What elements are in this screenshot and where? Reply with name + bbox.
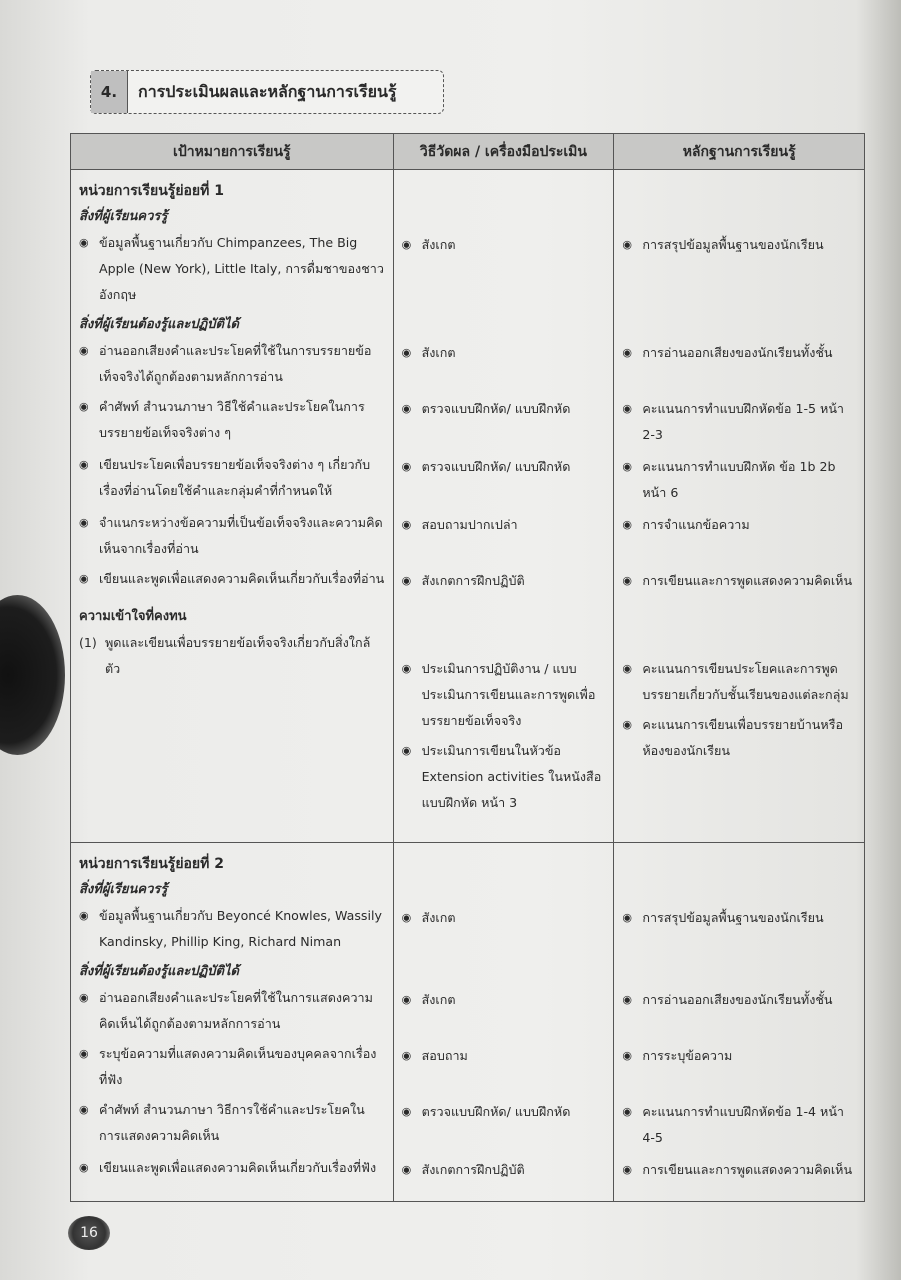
goal-item-text: อ่านออกเสียงคำและประโยคที่ใช้ในการบรรยายข้อเท็จจริงได้ถูกต้องตามหลักการอ่าน	[99, 343, 372, 384]
table-row	[71, 877, 865, 903]
bullet-icon: ◉	[622, 574, 632, 587]
bullet-icon: ◉	[401, 993, 412, 1006]
goal-cell	[71, 903, 394, 959]
goal-item	[79, 566, 385, 596]
bullet-icon: ◉	[622, 662, 632, 675]
goal-item	[79, 338, 385, 394]
evidence-item	[622, 1099, 856, 1155]
method-cell	[393, 338, 614, 394]
goal-cell	[71, 1041, 394, 1097]
evidence-item	[622, 1043, 856, 1073]
bullet-icon: ◉	[622, 1163, 632, 1176]
bullet-icon: ◉	[622, 346, 632, 359]
table-row	[71, 230, 865, 312]
unit-title-row	[71, 843, 865, 878]
subsection-heading: สิ่งที่ผู้เรียนควรรู้	[79, 882, 168, 897]
bullet-icon: ◉	[79, 458, 89, 471]
empty-cell	[393, 843, 614, 878]
section-number: 4.	[91, 71, 128, 113]
method-cell	[393, 985, 614, 1041]
evidence-cell	[614, 566, 865, 598]
subsection-heading: ความเข้าใจที่คงทน	[79, 609, 187, 624]
bullet-icon: ◉	[401, 346, 412, 359]
method-item-text: สอบถามปากเปล่า	[421, 517, 518, 532]
evidence-item	[622, 396, 856, 452]
bullet-icon: ◉	[79, 344, 89, 357]
table-row	[71, 959, 865, 985]
evidence-item-text: คะแนนการเขียนเพื่อบรรยายบ้านหรือห้องของนักเรียน	[642, 717, 844, 758]
evidence-item-text: การสรุปข้อมูลพื้นฐานของนักเรียน	[642, 237, 824, 252]
evidence-cell	[614, 338, 865, 394]
bullet-icon: ◉	[79, 236, 89, 249]
method-item	[402, 1157, 606, 1187]
method-cell	[393, 1155, 614, 1187]
method-item	[402, 1043, 606, 1073]
method-item	[402, 396, 606, 426]
bullet-icon: ◉	[401, 911, 412, 924]
bullet-icon: ◉	[622, 993, 632, 1006]
evidence-cell	[614, 1041, 865, 1097]
goal-cell	[71, 598, 394, 630]
method-cell	[393, 312, 614, 338]
goal-item	[79, 452, 385, 508]
method-cell	[393, 1097, 614, 1155]
goal-item	[79, 1041, 385, 1097]
spacer-cell	[614, 820, 865, 843]
evidence-item	[622, 340, 856, 370]
evidence-item	[622, 232, 856, 262]
spacer-cell	[393, 1187, 614, 1202]
bullet-icon: ◉	[79, 1161, 89, 1174]
page-number: 16	[68, 1216, 110, 1250]
table-row	[71, 452, 865, 510]
goal-cell	[71, 630, 394, 820]
bullet-icon: ◉	[622, 1049, 632, 1062]
bullet-icon: ◉	[622, 718, 632, 731]
bullet-icon: ◉	[622, 911, 632, 924]
assessment-table	[70, 133, 865, 1202]
bullet-icon: ◉	[79, 991, 89, 1004]
bullet-icon: ◉	[79, 909, 89, 922]
goal-item-text: อ่านออกเสียงคำและประโยคที่ใช้ในการแสดงความคิดเห็นได้ถูกต้องตามหลักการอ่าน	[99, 990, 373, 1031]
evidence-item-text: การระบุข้อความ	[642, 1048, 733, 1063]
goal-item	[79, 510, 385, 566]
goal-item-text: พูดและเขียนเพื่อบรรยายข้อเท็จจริงเกี่ยวกับสิ่งใกล้ตัว	[105, 635, 371, 676]
method-item	[402, 905, 606, 935]
method-cell	[393, 630, 614, 820]
method-item	[402, 1099, 606, 1129]
evidence-cell	[614, 452, 865, 510]
bullet-icon: ◉	[401, 460, 412, 473]
goal-item	[79, 230, 385, 312]
evidence-item	[622, 568, 856, 598]
method-cell	[393, 230, 614, 312]
table-header	[71, 134, 865, 170]
goal-cell	[71, 204, 394, 230]
method-item-text: สอบถาม	[421, 1048, 468, 1063]
method-item-text: ประเมินการปฏิบัติงาน / แบบประเมินการเขียนและการพูดเพื่อบรรยายข้อเท็จจริง	[421, 661, 596, 728]
method-cell	[393, 204, 614, 230]
spacer-cell	[71, 1187, 394, 1202]
method-item-text: สังเกต	[421, 992, 456, 1007]
bullet-icon: ◉	[79, 516, 89, 529]
method-cell	[393, 903, 614, 959]
goal-item-text: เขียนและพูดเพื่อแสดงความคิดเห็นเกี่ยวกับเรื่องที่ฟัง	[99, 1160, 377, 1175]
table-row	[71, 338, 865, 394]
evidence-cell	[614, 1155, 865, 1187]
evidence-item	[622, 512, 856, 542]
evidence-cell	[614, 230, 865, 312]
goal-item-text: เขียนประโยคเพื่อบรรยายข้อเท็จจริงต่าง ๆ เกี่ยวกับเรื่องที่อ่านโดยใช้คำและกลุ่มคำที่กำหนดให้	[99, 457, 371, 498]
goal-item-text: ข้อมูลพื้นฐานเกี่ยวกับ Beyoncé Knowles, Wassily Kandinsky, Phillip King, Richard Niman	[99, 908, 382, 949]
goal-cell	[71, 312, 394, 338]
evidence-cell	[614, 959, 865, 985]
item-number: (1)	[79, 635, 97, 650]
evidence-item	[622, 712, 856, 768]
table-row	[71, 312, 865, 338]
spacer-cell	[614, 1187, 865, 1202]
bullet-icon: ◉	[401, 1163, 412, 1176]
spacer-cell	[71, 820, 394, 843]
bullet-icon: ◉	[401, 662, 412, 675]
method-cell	[393, 959, 614, 985]
goal-cell	[71, 452, 394, 510]
goal-cell	[71, 985, 394, 1041]
goal-item	[79, 394, 385, 450]
goal-item	[79, 903, 385, 959]
method-cell	[393, 566, 614, 598]
evidence-cell	[614, 394, 865, 452]
scan-shadow	[0, 595, 65, 755]
evidence-cell	[614, 630, 865, 820]
empty-cell	[393, 170, 614, 205]
bullet-icon: ◉	[401, 518, 412, 531]
method-item-text: สังเกตการฝึกปฏิบัติ	[421, 1162, 525, 1177]
evidence-item-text: คะแนนการทำแบบฝึกหัดข้อ 1-4 หน้า 4-5	[642, 1104, 845, 1145]
goal-cell	[71, 877, 394, 903]
method-item	[402, 512, 606, 542]
method-item-text: ประเมินการเขียนในหัวข้อ Extension activities ในหนังสือแบบฝึกหัด หน้า 3	[421, 743, 602, 810]
evidence-item-text: คะแนนการเขียนประโยคและการพูดบรรยายเกี่ยวกับชั้นเรียนของแต่ละกลุ่ม	[642, 661, 849, 702]
goal-item-text: ข้อมูลพื้นฐานเกี่ยวกับ Chimpanzees, The Big Apple (New York), Little Italy, การดื่มชาของชาวอังกฤษ	[99, 235, 384, 302]
table-row	[71, 985, 865, 1041]
method-item	[402, 232, 606, 262]
table-row	[71, 394, 865, 452]
section-heading	[90, 70, 444, 114]
goal-item	[79, 1097, 385, 1153]
evidence-item-text: การจำแนกข้อความ	[642, 517, 750, 532]
column-header-goals: เป้าหมายการเรียนรู้	[71, 134, 394, 170]
spacer-cell	[393, 820, 614, 843]
bullet-icon: ◉	[401, 1049, 412, 1062]
evidence-item-text: การสรุปข้อมูลพื้นฐานของนักเรียน	[642, 910, 824, 925]
evidence-item	[622, 1157, 856, 1187]
evidence-cell	[614, 598, 865, 630]
bullet-icon: ◉	[79, 572, 89, 585]
bullet-icon: ◉	[401, 1105, 412, 1118]
method-item-text: สังเกต	[421, 237, 456, 252]
goal-cell	[71, 394, 394, 452]
subsection-heading: สิ่งที่ผู้เรียนควรรู้	[79, 209, 168, 224]
evidence-cell	[614, 877, 865, 903]
evidence-item	[622, 656, 856, 712]
goal-cell	[71, 338, 394, 394]
unit-end-row	[71, 820, 865, 843]
goal-cell	[71, 230, 394, 312]
goal-cell	[71, 1097, 394, 1155]
method-item-text: ตรวจแบบฝึกหัด/ แบบฝึกหัด	[421, 1104, 571, 1119]
column-header-evidence: หลักฐานการเรียนรู้	[614, 134, 865, 170]
table-row	[71, 510, 865, 566]
bullet-icon: ◉	[622, 460, 632, 473]
evidence-item-text: คะแนนการทำแบบฝึกหัด ข้อ 1b 2b หน้า 6	[642, 459, 836, 500]
method-cell	[393, 877, 614, 903]
bullet-icon: ◉	[622, 1105, 632, 1118]
evidence-item	[622, 905, 856, 935]
empty-cell	[614, 843, 865, 878]
unit-title: หน่วยการเรียนรู้ย่อยที่ 2	[71, 843, 394, 878]
bullet-icon: ◉	[79, 1047, 89, 1060]
table-row	[71, 566, 865, 598]
goal-item	[79, 985, 385, 1041]
evidence-cell	[614, 1097, 865, 1155]
evidence-item	[622, 987, 856, 1017]
subsection-heading: สิ่งที่ผู้เรียนต้องรู้และปฏิบัติได้	[79, 964, 239, 979]
goal-item-text: จำแนกระหว่างข้อความที่เป็นข้อเท็จจริงและความคิดเห็นจากเรื่องที่อ่าน	[99, 515, 383, 556]
goal-item-text: เขียนและพูดเพื่อแสดงความคิดเห็นเกี่ยวกับเรื่องที่อ่าน	[99, 571, 385, 586]
evidence-item-text: การอ่านออกเสียงของนักเรียนทั้งชั้น	[642, 345, 833, 360]
goal-item	[79, 630, 385, 686]
goal-item-text: คำศัพท์ สำนวนภาษา วิธีการใช้คำและประโยคในการแสดงความคิดเห็น	[99, 1102, 365, 1143]
bullet-icon: ◉	[401, 238, 412, 251]
goal-cell	[71, 959, 394, 985]
method-item	[402, 987, 606, 1017]
method-cell	[393, 394, 614, 452]
table-row	[71, 1155, 865, 1187]
evidence-item	[622, 454, 856, 510]
unit-title-row	[71, 170, 865, 205]
bullet-icon: ◉	[401, 574, 412, 587]
table-row	[71, 598, 865, 630]
bullet-icon: ◉	[622, 402, 632, 415]
goal-cell	[71, 566, 394, 598]
bullet-icon: ◉	[622, 518, 632, 531]
table-row	[71, 1041, 865, 1097]
evidence-cell	[614, 985, 865, 1041]
evidence-item-text: การเขียนและการพูดแสดงความคิดเห็น	[642, 1162, 853, 1177]
unit-end-row	[71, 1187, 865, 1202]
method-item-text: ตรวจแบบฝึกหัด/ แบบฝึกหัด	[421, 459, 571, 474]
goal-cell	[71, 1155, 394, 1187]
bullet-icon: ◉	[401, 744, 412, 757]
column-header-methods: วิธีวัดผล / เครื่องมือประเมิน	[393, 134, 614, 170]
method-cell	[393, 1041, 614, 1097]
table-row	[71, 630, 865, 820]
goal-item-text: ระบุข้อความที่แสดงความคิดเห็นของบุคคลจากเรื่องที่ฟัง	[99, 1046, 377, 1087]
method-item	[402, 568, 606, 598]
method-item-text: สังเกต	[421, 345, 456, 360]
method-cell	[393, 510, 614, 566]
table-row	[71, 1097, 865, 1155]
evidence-item-text: การเขียนและการพูดแสดงความคิดเห็น	[642, 573, 853, 588]
evidence-cell	[614, 903, 865, 959]
table-row	[71, 903, 865, 959]
bullet-icon: ◉	[79, 400, 89, 413]
method-cell	[393, 452, 614, 510]
subsection-heading: สิ่งที่ผู้เรียนต้องรู้และปฏิบัติได้	[79, 317, 239, 332]
bullet-icon: ◉	[622, 238, 632, 251]
evidence-item-text: คะแนนการทำแบบฝึกหัดข้อ 1-5 หน้า 2-3	[642, 401, 845, 442]
method-item	[402, 656, 606, 738]
method-item	[402, 340, 606, 370]
method-cell	[393, 598, 614, 630]
evidence-item-text: การอ่านออกเสียงของนักเรียนทั้งชั้น	[642, 992, 833, 1007]
goal-item-text: คำศัพท์ สำนวนภาษา วิธีใช้คำและประโยคในการบรรยายข้อเท็จจริงต่าง ๆ	[99, 399, 365, 440]
method-item-text: สังเกตการฝึกปฏิบัติ	[421, 573, 525, 588]
unit-title: หน่วยการเรียนรู้ย่อยที่ 1	[71, 170, 394, 205]
goal-item	[79, 1155, 385, 1185]
goal-cell	[71, 510, 394, 566]
evidence-cell	[614, 204, 865, 230]
empty-cell	[614, 170, 865, 205]
table-row	[71, 204, 865, 230]
method-item	[402, 454, 606, 484]
evidence-cell	[614, 510, 865, 566]
bullet-icon: ◉	[79, 1103, 89, 1116]
section-title: การประเมินผลและหลักฐานการเรียนรู้	[138, 81, 397, 101]
method-item-text: สังเกต	[421, 910, 456, 925]
evidence-cell	[614, 312, 865, 338]
method-item	[402, 738, 606, 820]
bullet-icon: ◉	[401, 402, 412, 415]
method-item-text: ตรวจแบบฝึกหัด/ แบบฝึกหัด	[421, 401, 571, 416]
